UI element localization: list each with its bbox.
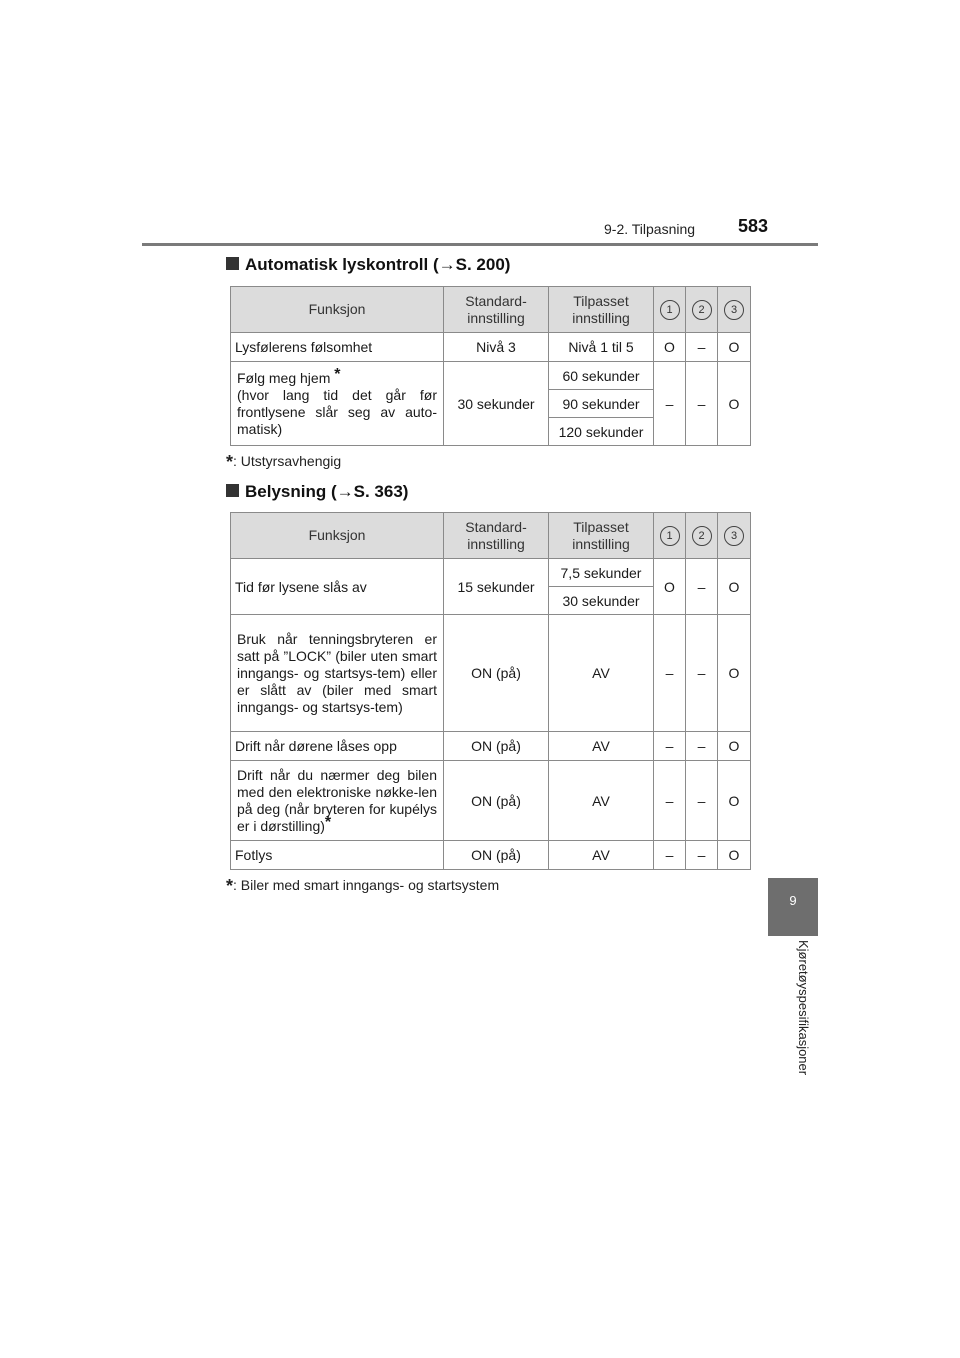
cell-mark-2: – bbox=[686, 559, 718, 615]
table-row bbox=[231, 615, 751, 732]
cell-mark-1: – bbox=[654, 841, 686, 870]
section-header: 9-2. Tilpasning bbox=[604, 221, 696, 237]
circled-1-icon: 1 bbox=[660, 526, 680, 546]
chapter-tab-label: Kjøretøyspesifikasjoner bbox=[796, 940, 811, 1076]
cell-option: 30 sekunder bbox=[549, 587, 654, 615]
cell-mark-3: O bbox=[718, 559, 751, 615]
table-row bbox=[231, 732, 751, 761]
column-header-standard: Standard- innstilling bbox=[444, 287, 549, 333]
arrow-icon: → bbox=[336, 482, 354, 501]
cell-standard: ON (på) bbox=[444, 841, 549, 870]
column-header-customized: Tilpasset innstilling bbox=[549, 287, 654, 333]
cell-customized: AV bbox=[549, 841, 654, 870]
cell-standard: ON (på) bbox=[444, 732, 549, 761]
footnote-star-icon: * bbox=[324, 813, 332, 831]
cell-mark-1: O bbox=[654, 559, 686, 615]
column-header-customized: Tilpasset innstilling bbox=[549, 513, 654, 559]
table-row bbox=[231, 841, 751, 870]
cell-customized: AV bbox=[549, 732, 654, 761]
cell-option: 90 sekunder bbox=[549, 390, 654, 418]
cell-function: Tid før lysene slås av bbox=[231, 559, 444, 615]
cell-standard: 30 sekunder bbox=[444, 362, 549, 446]
arrow-icon: → bbox=[438, 255, 456, 274]
cell-mark-3: O bbox=[718, 362, 751, 446]
table-row bbox=[231, 559, 751, 587]
cell-customized: AV bbox=[549, 615, 654, 732]
section-title-lighting: Belysning (→S. 363) bbox=[226, 482, 408, 502]
footnote-equipment: *: Utstyrsavhengig bbox=[226, 452, 342, 472]
footnote-star-icon: * bbox=[334, 365, 341, 383]
cell-standard: Nivå 3 bbox=[444, 333, 549, 362]
circled-3-icon: 3 bbox=[724, 300, 744, 320]
cell-function: Drift når du nærmer deg bilen med den elektroniske nøkke-len på deg (når bryteren for kupélys er i dørstilling)* bbox=[231, 761, 444, 841]
cell-mark-2: – bbox=[686, 333, 718, 362]
column-header-function: Funksjon bbox=[231, 513, 444, 559]
cell-mark-3: O bbox=[718, 841, 751, 870]
column-header-standard: Standard- innstilling bbox=[444, 513, 549, 559]
cell-mark-2: – bbox=[686, 732, 718, 761]
settings-table-lighting bbox=[230, 512, 751, 870]
cell-mark-3: O bbox=[718, 761, 751, 841]
cell-function: Drift når dørene låses opp bbox=[231, 732, 444, 761]
cell-option: 120 sekunder bbox=[549, 418, 654, 446]
cell-standard: ON (på) bbox=[444, 615, 549, 732]
cell-mark-1: – bbox=[654, 732, 686, 761]
cell-mark-1: O bbox=[654, 333, 686, 362]
cell-mark-2: – bbox=[686, 615, 718, 732]
cell-mark-3: O bbox=[718, 732, 751, 761]
table-header-row bbox=[231, 287, 751, 333]
footnote-smart-entry: *: Biler med smart inngangs- og startsystem bbox=[226, 876, 500, 896]
cell-customized: Nivå 1 til 5 bbox=[549, 333, 654, 362]
header-divider bbox=[142, 243, 818, 246]
cell-option: 7,5 sekunder bbox=[549, 559, 654, 587]
cell-mark-1: – bbox=[654, 362, 686, 446]
cell-function: Følg meg hjem * (hvor lang tid det går før frontlysene slår seg av auto-matisk) bbox=[231, 362, 444, 446]
cell-standard: 15 sekunder bbox=[444, 559, 549, 615]
cell-mark-2: – bbox=[686, 761, 718, 841]
circled-1-icon: 1 bbox=[660, 300, 680, 320]
cell-function: Lysfølerens følsomhet bbox=[231, 333, 444, 362]
cell-function: Bruk når tenningsbryteren er satt på ”LOCK” (biler uten smart inngangs- og startsys-tem) eller er slått av (biler med smart inngangs- og startsys-tem) bbox=[231, 615, 444, 732]
cell-function: Fotlys bbox=[231, 841, 444, 870]
circled-3-icon: 3 bbox=[724, 526, 744, 546]
circled-2-icon: 2 bbox=[692, 300, 712, 320]
bullet-square-icon bbox=[226, 484, 239, 497]
bullet-square-icon bbox=[226, 257, 239, 270]
cell-mark-1: – bbox=[654, 615, 686, 732]
table-row bbox=[231, 362, 751, 390]
cell-mark-1: – bbox=[654, 761, 686, 841]
chapter-tab: 9 bbox=[768, 878, 818, 936]
circled-2-icon: 2 bbox=[692, 526, 712, 546]
column-header-function: Funksjon bbox=[231, 287, 444, 333]
cell-mark-3: O bbox=[718, 333, 751, 362]
table-row bbox=[231, 333, 751, 362]
cell-customized: AV bbox=[549, 761, 654, 841]
table-row bbox=[231, 761, 751, 841]
section-title-automatic-light-control: Automatisk lyskontroll (→S. 200) bbox=[226, 255, 510, 275]
page-number: 583 bbox=[738, 216, 769, 236]
table-header-row bbox=[231, 513, 751, 559]
cell-mark-3: O bbox=[718, 615, 751, 732]
cell-mark-2: – bbox=[686, 362, 718, 446]
cell-mark-2: – bbox=[686, 841, 718, 870]
cell-option: 60 sekunder bbox=[549, 362, 654, 390]
settings-table-automatic-light-control bbox=[230, 286, 751, 446]
cell-standard: ON (på) bbox=[444, 761, 549, 841]
